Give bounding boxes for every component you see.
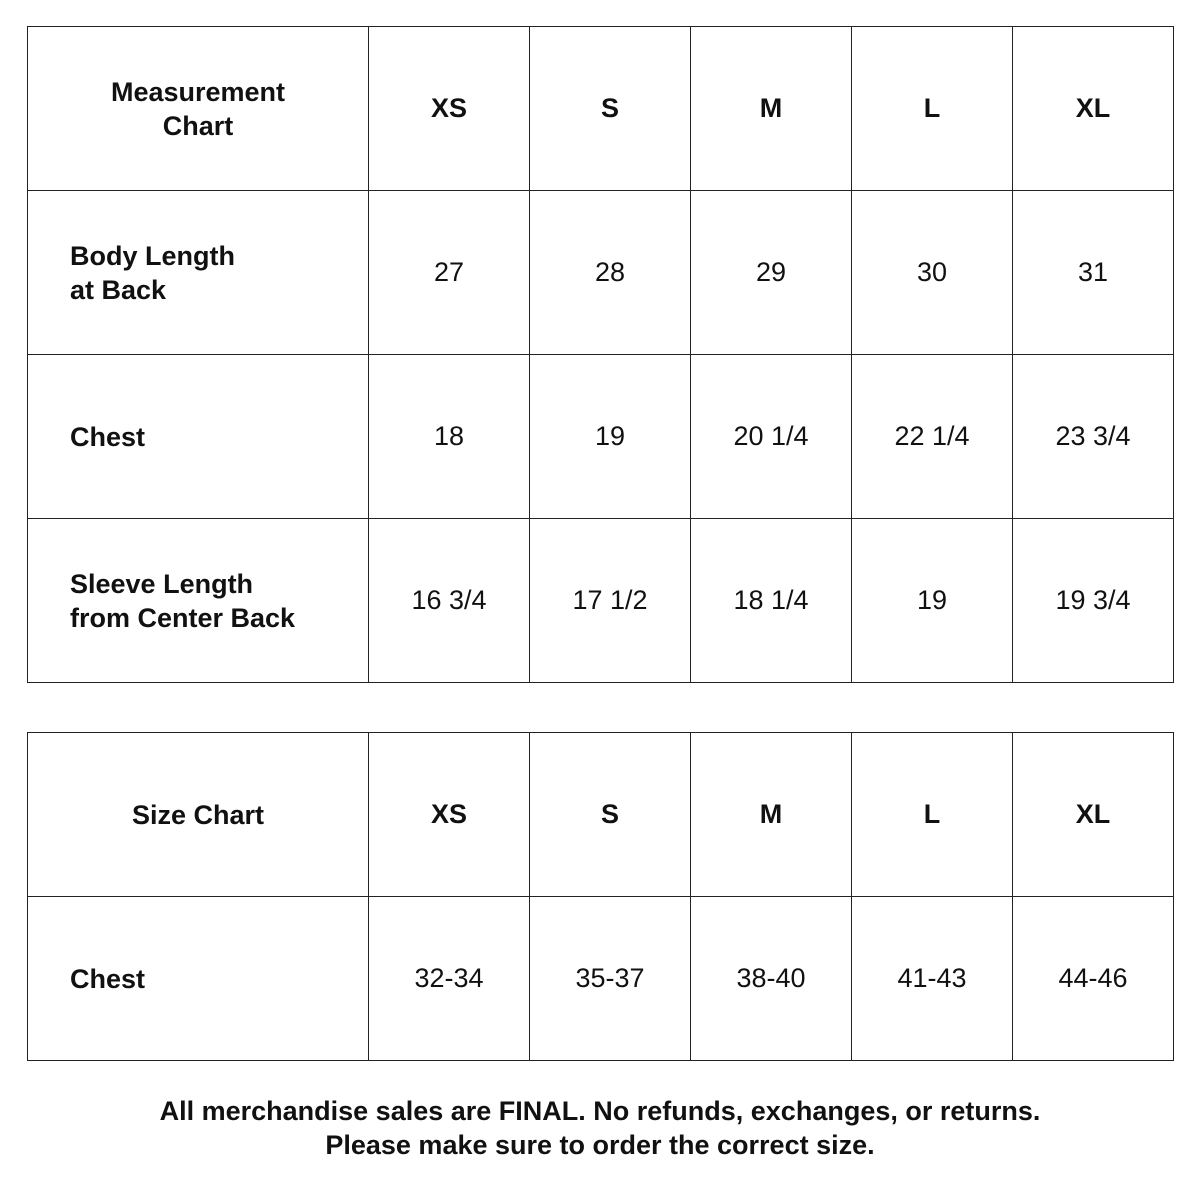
size-chart-title: Size Chart — [28, 733, 369, 897]
policy-line-correct-size: Please make sure to order the correct size. — [325, 1130, 875, 1160]
size-header-xs: XS — [369, 27, 530, 191]
table-cell: 23 3/4 — [1013, 355, 1174, 519]
table-cell: 20 1/4 — [691, 355, 852, 519]
table-cell: 30 — [852, 191, 1013, 355]
row-label-sleeve-length: Sleeve Length from Center Back — [28, 519, 369, 683]
table-cell: 22 1/4 — [852, 355, 1013, 519]
size-header-xs: XS — [369, 733, 530, 897]
table-row — [28, 191, 1174, 355]
table-cell: 38-40 — [691, 897, 852, 1061]
row-label-chest: Chest — [28, 897, 369, 1061]
table-cell: 35-37 — [530, 897, 691, 1061]
sales-policy-notice — [0, 1094, 1200, 1162]
row-label-chest: Chest — [28, 355, 369, 519]
measurement-header-row — [28, 27, 1174, 191]
table-cell: 17 1/2 — [530, 519, 691, 683]
table-cell: 27 — [369, 191, 530, 355]
policy-line-final-sales: All merchandise sales are FINAL. No refunds, exchanges, or returns. — [159, 1096, 1041, 1126]
table-cell: 31 — [1013, 191, 1174, 355]
size-header-row — [28, 733, 1174, 897]
table-cell: 41-43 — [852, 897, 1013, 1061]
table-cell: 28 — [530, 191, 691, 355]
size-chart-table — [27, 732, 1174, 1061]
table-cell: 16 3/4 — [369, 519, 530, 683]
size-header-m: M — [691, 733, 852, 897]
table-cell: 29 — [691, 191, 852, 355]
table-cell: 19 — [530, 355, 691, 519]
measurement-chart-title: Measurement Chart — [28, 27, 369, 191]
size-header-l: L — [852, 733, 1013, 897]
row-label-body-length: Body Length at Back — [28, 191, 369, 355]
table-cell: 44-46 — [1013, 897, 1174, 1061]
size-header-l: L — [852, 27, 1013, 191]
size-header-s: S — [530, 733, 691, 897]
size-header-s: S — [530, 27, 691, 191]
measurement-chart-table — [27, 26, 1174, 683]
table-cell: 18 — [369, 355, 530, 519]
size-header-xl: XL — [1013, 27, 1174, 191]
table-row — [28, 897, 1174, 1061]
table-row — [28, 355, 1174, 519]
size-header-xl: XL — [1013, 733, 1174, 897]
table-row — [28, 519, 1174, 683]
size-header-m: M — [691, 27, 852, 191]
table-cell: 19 — [852, 519, 1013, 683]
table-cell: 18 1/4 — [691, 519, 852, 683]
table-cell: 32-34 — [369, 897, 530, 1061]
table-cell: 19 3/4 — [1013, 519, 1174, 683]
